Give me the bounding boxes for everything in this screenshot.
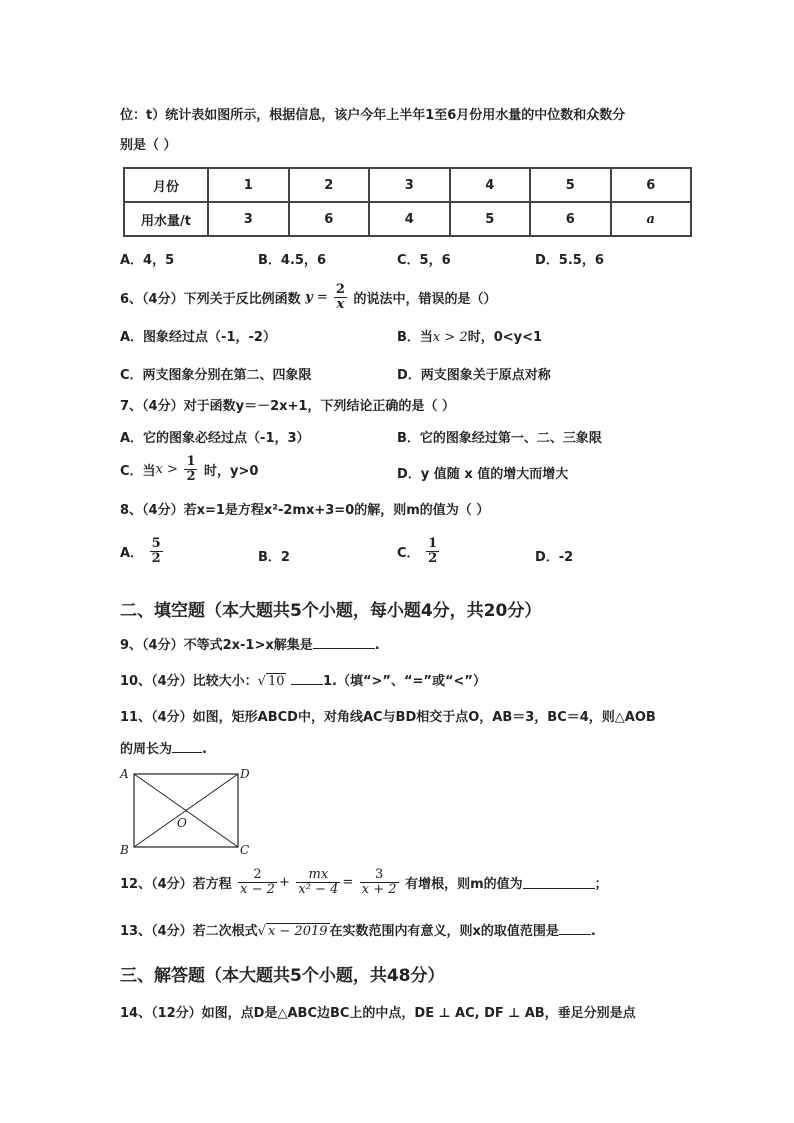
q10-post: 1.（填“>”、“=”或“<”） (323, 674, 486, 689)
q9-post: . (374, 638, 380, 653)
q13-stem (120, 920, 596, 939)
q12-fraction-2 (296, 868, 340, 897)
label-o: O (177, 816, 187, 830)
q12-stem (120, 868, 608, 897)
q7-option-d: D．y 值随 x 值的增大而增大 (397, 467, 569, 482)
q9-answer-blank (313, 636, 375, 649)
q12-f1-den: x − 2 (240, 882, 275, 897)
q12-f1-num: 2 (238, 868, 277, 883)
table-cell: 6 (530, 202, 611, 236)
q7-optc-num: 1 (186, 454, 196, 469)
q6-option-b (397, 326, 542, 345)
q12-eq: = (342, 875, 354, 890)
q6-stem (120, 283, 496, 312)
q6-suffix: 的说法中，错误的是（） (353, 292, 497, 307)
q11-stem-line2 (120, 738, 207, 757)
q13-end: . (590, 924, 596, 939)
q13-sqrt: √ x − 2019 (257, 924, 328, 939)
q12-post: 有增根，则m的值为 (405, 877, 523, 892)
q8-optc-fraction (426, 537, 439, 566)
q6-optb-math: x > 2 (432, 330, 468, 345)
q8-opta-fraction (150, 537, 163, 566)
q8-option-b: B．2 (258, 550, 290, 565)
table-cell: 6 (611, 168, 692, 202)
q10-pre: 10、（4分）比较大小： (120, 674, 258, 689)
q10-answer-blank (291, 672, 323, 685)
label-d: D (240, 767, 250, 781)
q7-optc-fraction (184, 455, 197, 484)
q5-stem-line1: 位：t）统计表如图所示，根据信息，该户今年上半年1至6月份用水量的中位数和众数分 (120, 108, 626, 123)
label-a: A (120, 767, 129, 781)
water-usage-table (123, 167, 692, 237)
section-fill-in-title: 二、填空题（本大题共5个小题，每小题4分，共20分） (120, 601, 542, 621)
q5-stem-line2: 别是（ ） (120, 138, 177, 153)
q8-optc-den: 2 (428, 551, 438, 566)
q5-option-b: B．4.5，6 (258, 253, 326, 268)
table-row-month (124, 168, 691, 202)
q6-fraction (334, 283, 347, 312)
q5-option-c: C．5，6 (397, 253, 451, 268)
q7-option-c (120, 455, 258, 484)
q12-plus: + (278, 875, 290, 890)
q8-optc-label: C． (397, 546, 420, 561)
table-cell: 5 (530, 168, 611, 202)
q7-optc-pre: C．当 (120, 464, 156, 479)
q8-option-c (397, 537, 441, 566)
q6-den: x (336, 297, 345, 312)
q13-answer-blank (559, 922, 591, 935)
q8-opta-label: A． (120, 546, 144, 561)
q11-stem-line1: 11、（4分）如图，矩形ABCD中，对角线AC与BD相交于点O，AB＝3，BC＝4，则△AOB (120, 710, 656, 725)
q12-end: ； (594, 877, 608, 892)
q12-f3-num: 3 (360, 868, 399, 883)
q11-answer-blank (172, 740, 202, 753)
q12-answer-blank (523, 876, 595, 889)
q6-option-c: C．两支图象分别在第二、四象限 (120, 368, 312, 383)
table-cell: 5 (450, 202, 531, 236)
table-cell: 月份 (124, 168, 208, 202)
q6-option-a: A．图象经过点（-1，-2） (120, 330, 276, 345)
table-cell: 6 (289, 202, 370, 236)
q12-f2-num: mx (296, 868, 340, 883)
rectangle-abcd-diagram (116, 764, 256, 860)
q8-opta-num: 5 (151, 536, 161, 551)
table-cell: 用水量/t (124, 202, 208, 236)
table-cell: 4 (450, 168, 531, 202)
q12-pre: 12、（4分）若方程 (120, 877, 232, 892)
q6-eq: = (312, 290, 332, 305)
q12-f2-den: x² − 4 (298, 882, 339, 897)
q7-optc-den: 2 (186, 469, 196, 484)
q10-sqrt: √ 10 (257, 674, 285, 689)
table-row-usage (124, 202, 691, 236)
table-cell: 1 (208, 168, 289, 202)
q13-radicand: x − 2019 (267, 924, 328, 939)
q6-optb-post: 时，0<y<1 (467, 330, 543, 345)
q5-option-a: A．4，5 (120, 253, 175, 268)
q8-option-a (120, 537, 165, 566)
q9-stem (120, 634, 380, 653)
q13-pre: 13、（4分）若二次根式 (120, 924, 258, 939)
table-cell: 2 (289, 168, 370, 202)
q7-optc-post: 时，y>0 (204, 464, 259, 479)
q7-option-b: B．它的图象经过第一、二、三象限 (397, 431, 602, 446)
q9-pre: 9、（4分）不等式2x-1>x解集是 (120, 638, 313, 653)
q8-optc-num: 1 (428, 536, 438, 551)
q7-optc-math: x > (155, 462, 178, 477)
q13-post: 在实数范围内有意义，则x的取值范围是 (329, 924, 559, 939)
q14-stem: 14、（12分）如图，点D是△ABC边BC上的中点，DE ⊥ AC, DF ⊥ AB，垂足分别是点 (120, 1006, 636, 1021)
table-cell: 4 (369, 202, 450, 236)
q8-option-d: D．-2 (535, 550, 574, 565)
q8-opta-den: 2 (151, 551, 161, 566)
q5-option-d: D．5.5，6 (535, 253, 604, 268)
q11-pre: 的周长为 (120, 742, 173, 757)
q6-optb-pre: B．当 (397, 330, 433, 345)
section-answer-title: 三、解答题（本大题共5个小题，共48分） (120, 966, 445, 986)
q12-f3-den: x + 2 (361, 882, 397, 897)
q11-post: . (202, 742, 207, 757)
q6-y: y (305, 290, 313, 305)
table-cell: a (611, 202, 692, 236)
q12-fraction-3 (360, 868, 399, 897)
q6-num: 2 (335, 282, 345, 297)
q12-fraction-1 (238, 868, 277, 897)
q6-option-d: D．两支图象关于原点对称 (397, 368, 551, 383)
table-cell: 3 (208, 202, 289, 236)
table-cell: 3 (369, 168, 450, 202)
q10-radicand: 10 (267, 674, 285, 689)
q7-option-a: A．它的图象必经过点（-1，3） (120, 431, 310, 446)
q7-stem: 7、（4分）对于函数y＝－2x+1，下列结论正确的是（ ） (120, 399, 455, 414)
label-b: B (120, 843, 129, 857)
q10-stem (120, 670, 486, 689)
q6-prefix: 6、（4分）下列关于反比例函数 (120, 292, 301, 307)
label-c: C (240, 843, 250, 857)
q8-stem: 8、（4分）若x=1是方程x²-2mx+3=0的解，则m的值为（ ） (120, 503, 490, 518)
